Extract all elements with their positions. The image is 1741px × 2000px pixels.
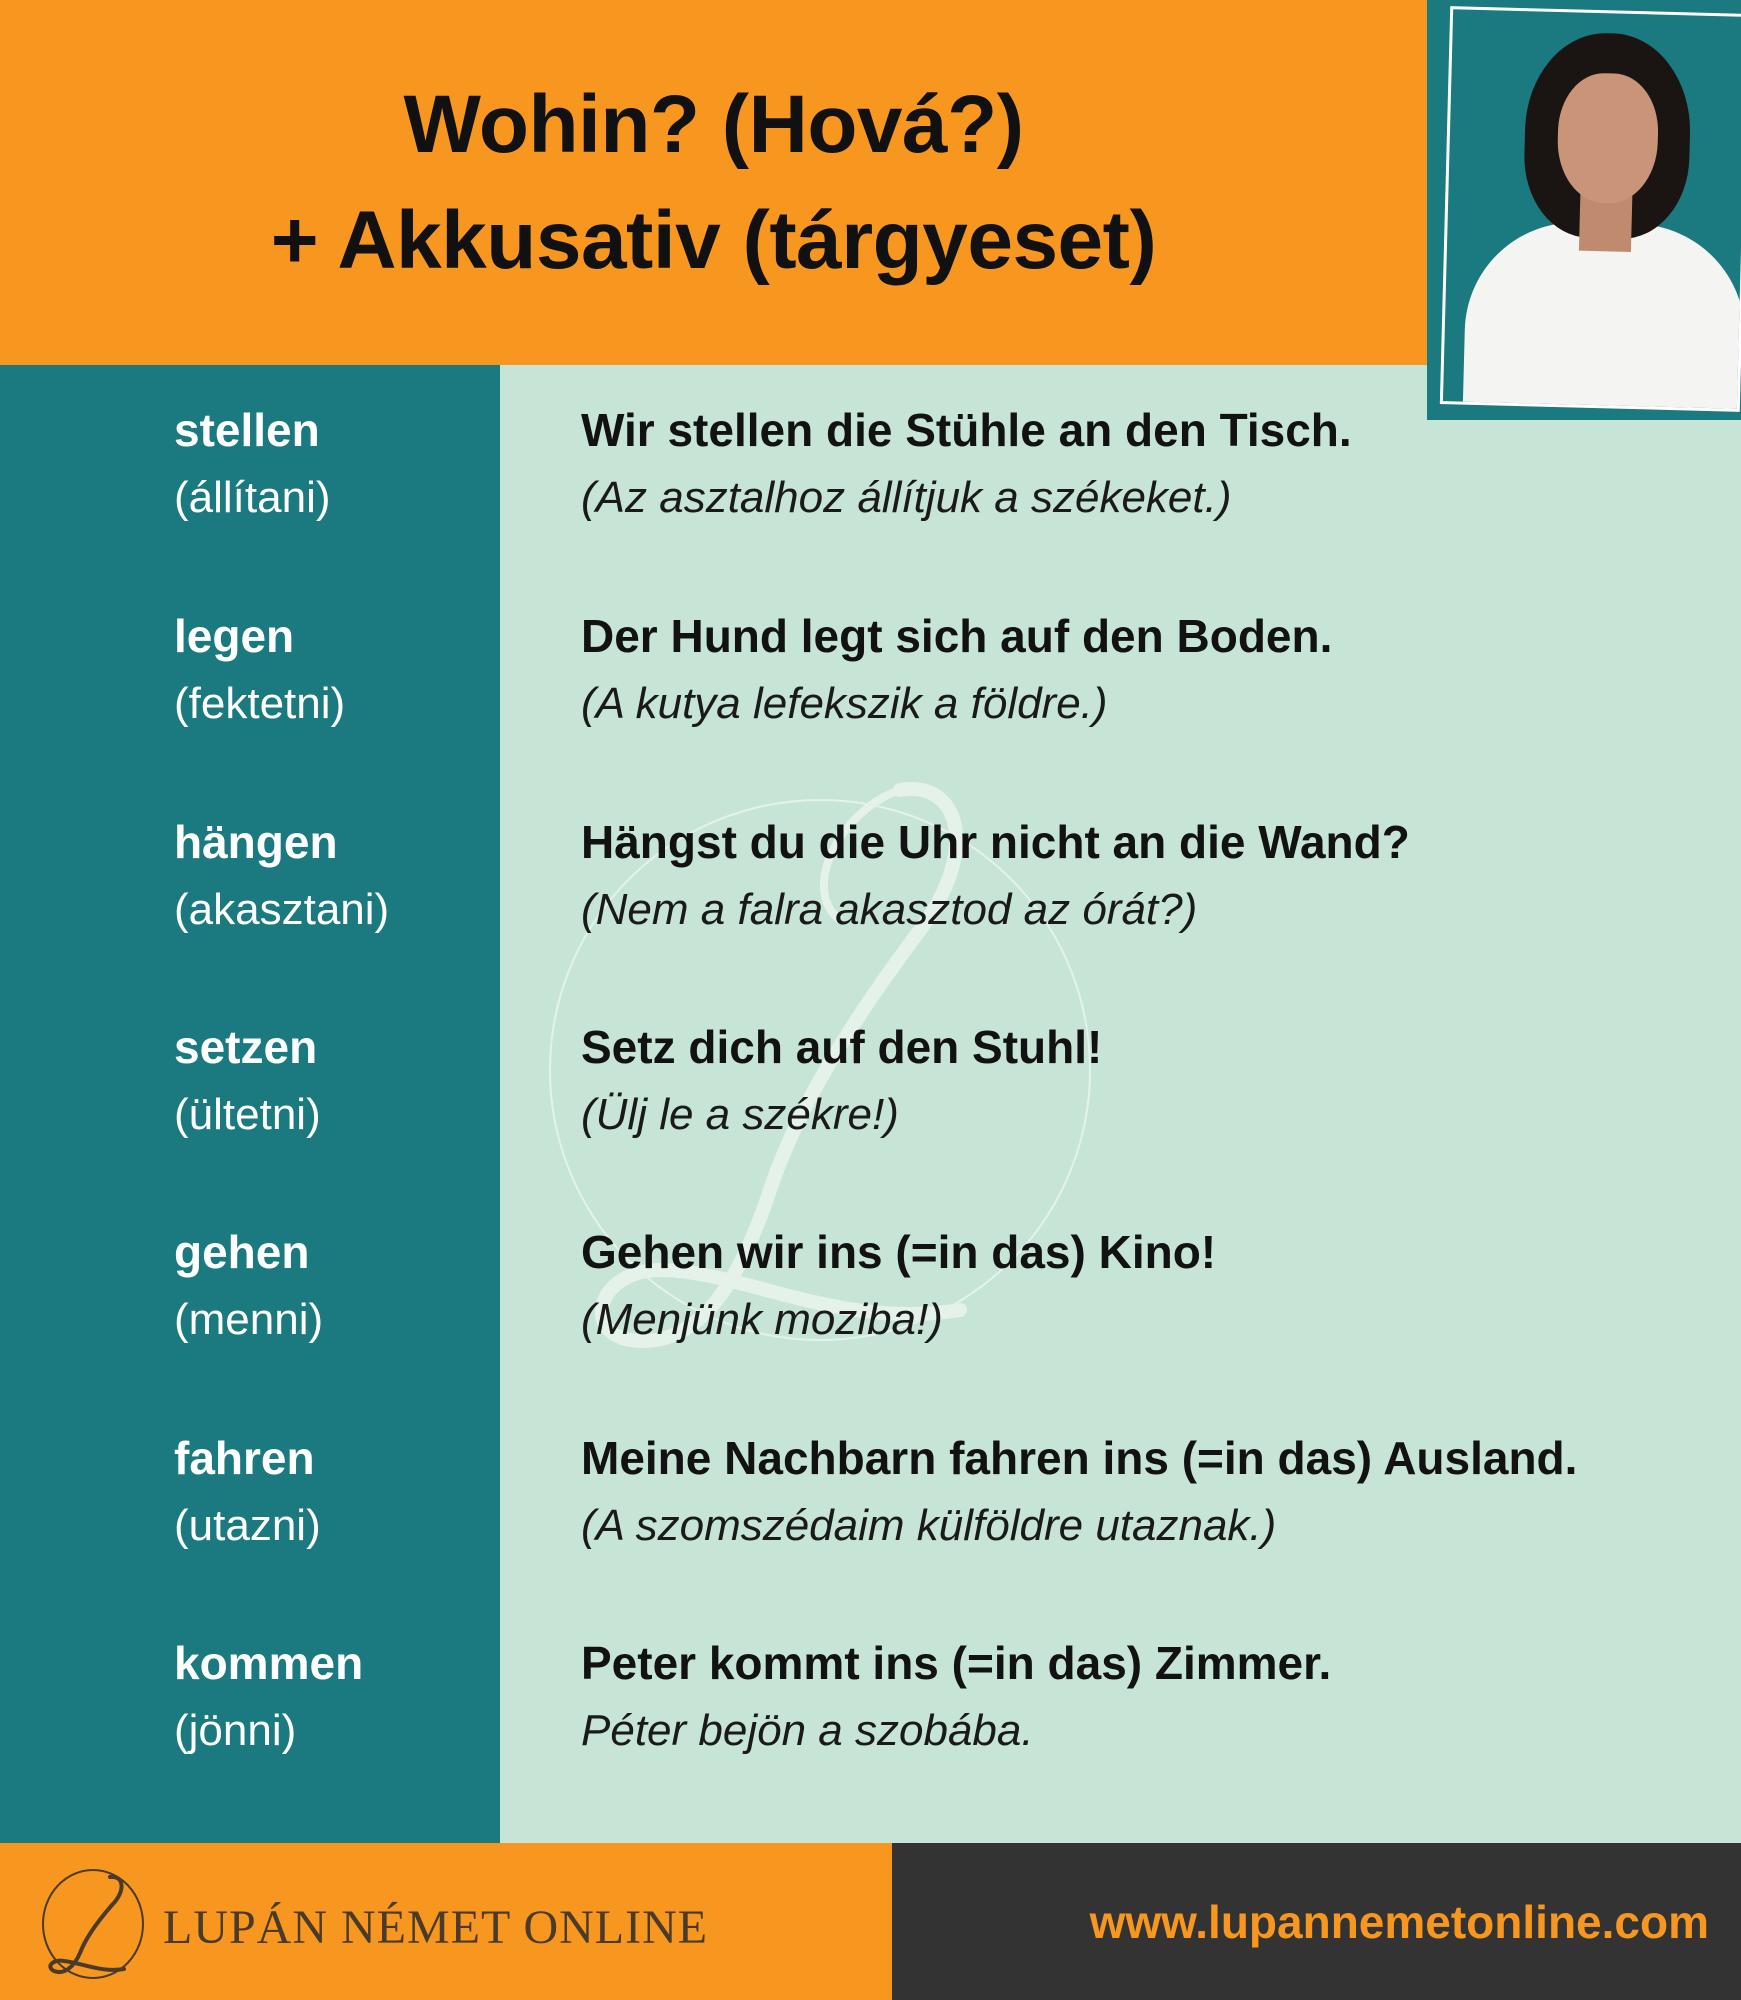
verb-german: stellen [174, 404, 320, 456]
example-translation: Péter bejön a szobába. [581, 1706, 1034, 1755]
verb-german: kommen [174, 1637, 364, 1689]
header-banner [0, 0, 1427, 365]
example-row [0, 808, 1741, 958]
verb-hungarian: (ültetni) [174, 1090, 321, 1139]
example-sentence: Gehen wir ins (=in das) Kino! [581, 1226, 1217, 1278]
verb-hungarian: (menni) [174, 1295, 324, 1344]
example-translation: (Menjünk moziba!) [581, 1295, 943, 1344]
example-sentence: Meine Nachbarn fahren ins (=in das) Ausland. [581, 1432, 1578, 1484]
website-link[interactable]: www.lupannemetonline.com [1089, 1895, 1709, 1948]
verb-hungarian: (utazni) [174, 1501, 321, 1550]
example-row [0, 1424, 1741, 1574]
title-line-1: Wohin? (Hová?) [403, 78, 1024, 170]
example-translation: (A kutya lefekszik a földre.) [581, 679, 1108, 728]
example-translation: (Az asztalhoz állítjuk a székeket.) [581, 473, 1232, 522]
example-row [0, 1629, 1741, 1779]
example-sentence: Wir stellen die Stühle an den Tisch. [581, 404, 1352, 456]
teacher-portrait-photo [1440, 6, 1741, 412]
verb-hungarian: (fektetni) [174, 679, 346, 728]
example-row [0, 1218, 1741, 1368]
example-sentence: Der Hund legt sich auf den Boden. [581, 610, 1333, 662]
verb-german: fahren [174, 1432, 315, 1484]
verb-hungarian: (akasztani) [174, 885, 390, 934]
example-sentence: Setz dich auf den Stuhl! [581, 1021, 1103, 1073]
brand-name: LUPÁN NÉMET ONLINE [163, 1901, 709, 1954]
example-translation: (A szomszédaim külföldre utaznak.) [581, 1501, 1277, 1550]
logo-monogram-icon [38, 1865, 148, 1983]
verb-hungarian: (állítani) [174, 473, 331, 522]
example-sentence: Hängst du die Uhr nicht an die Wand? [581, 816, 1410, 868]
example-sentence: Peter kommt ins (=in das) Zimmer. [581, 1637, 1332, 1689]
verb-german: gehen [174, 1226, 310, 1278]
verb-hungarian: (jönni) [174, 1706, 297, 1755]
example-row [0, 1013, 1741, 1163]
example-translation: (Nem a falra akasztod az órát?) [581, 885, 1198, 934]
title-line-2: + Akkusativ (tárgyeset) [270, 194, 1157, 286]
example-row [0, 602, 1741, 752]
verb-german: legen [174, 610, 295, 662]
verb-german: setzen [174, 1021, 318, 1073]
footer-brand-area [0, 1843, 892, 2000]
example-translation: (Ülj le a székre!) [581, 1090, 899, 1139]
footer-url-area [892, 1843, 1741, 2000]
verb-german: hängen [174, 816, 338, 868]
example-row [0, 396, 1741, 546]
